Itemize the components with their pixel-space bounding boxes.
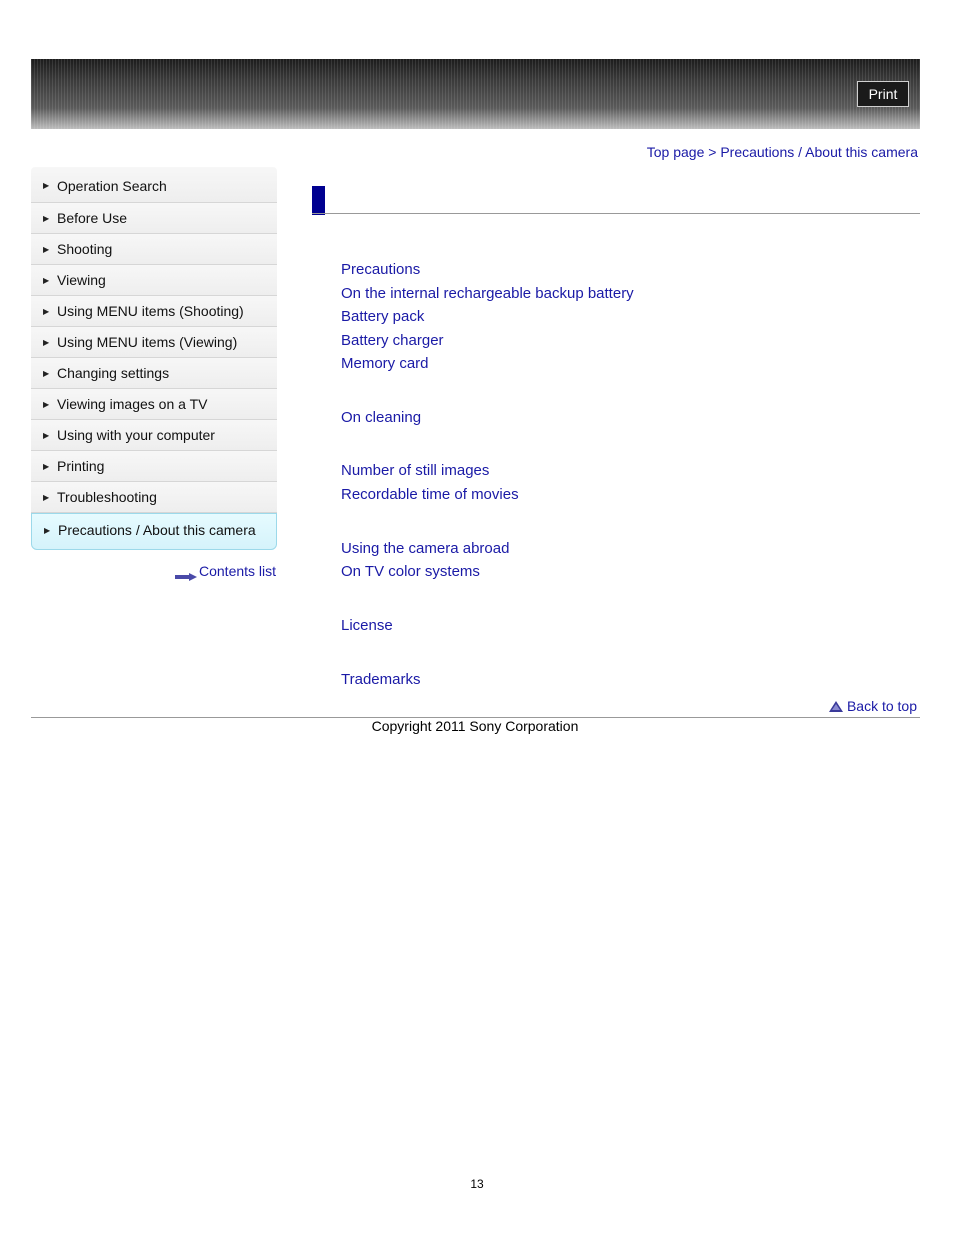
sidebar-item-troubleshooting[interactable] xyxy=(31,482,277,513)
triangle-right-icon: ▶ xyxy=(43,493,50,502)
sidebar-item-label: Operation Search xyxy=(57,178,167,194)
triangle-right-icon: ▶ xyxy=(43,245,50,254)
sidebar-item-shooting[interactable] xyxy=(31,234,277,265)
back-to-top-link[interactable] xyxy=(829,698,917,714)
breadcrumb-current-link[interactable]: Precautions / About this camera xyxy=(720,144,918,160)
breadcrumb-top-page-link[interactable]: Top page xyxy=(646,144,705,160)
sidebar-item-changing-settings[interactable] xyxy=(31,358,277,389)
triangle-right-icon: ▶ xyxy=(43,462,50,471)
sidebar-item-before-use[interactable] xyxy=(31,203,277,234)
link-tv-color-systems[interactable]: On TV color systems xyxy=(341,563,480,580)
sidebar-item-label: Changing settings xyxy=(57,365,170,381)
sidebar-item-viewing[interactable] xyxy=(31,265,277,296)
triangle-up-icon xyxy=(829,698,847,714)
page-title-marker xyxy=(312,186,325,215)
sidebar-item-label: Before Use xyxy=(57,210,128,226)
sidebar-item-label: Using MENU items (Viewing) xyxy=(57,334,238,350)
header-bar xyxy=(31,59,920,129)
breadcrumb-separator: > xyxy=(708,144,717,160)
link-number-still-images[interactable]: Number of still images xyxy=(341,462,490,479)
triangle-right-icon: ▶ xyxy=(43,214,50,223)
sidebar-item-label: Shooting xyxy=(57,241,113,257)
sidebar-item-label: Viewing xyxy=(57,272,106,288)
sidebar-item-precautions[interactable] xyxy=(31,513,277,550)
breadcrumb xyxy=(647,144,918,160)
back-to-top-label: Back to top xyxy=(846,698,917,714)
contents-list-label: Contents list xyxy=(199,563,277,579)
title-divider xyxy=(312,213,920,214)
triangle-right-icon: ▶ xyxy=(44,526,51,535)
print-button[interactable]: Print xyxy=(857,81,909,107)
triangle-right-icon: ▶ xyxy=(43,338,50,347)
copyright-text: Copyright 2011 Sony Corporation xyxy=(371,718,579,734)
sidebar-item-label: Using MENU items (Shooting) xyxy=(57,303,244,319)
link-recordable-time[interactable]: Recordable time of movies xyxy=(341,486,519,503)
sidebar-item-viewing-on-tv[interactable] xyxy=(31,389,277,420)
sidebar-item-menu-shooting[interactable] xyxy=(31,296,277,327)
sidebar-item-label: Using with your computer xyxy=(57,427,215,443)
arrow-right-icon xyxy=(175,568,197,576)
sidebar-item-menu-viewing[interactable] xyxy=(31,327,277,358)
triangle-right-icon: ▶ xyxy=(43,307,50,316)
triangle-right-icon: ▶ xyxy=(43,276,50,285)
link-on-cleaning[interactable]: On cleaning xyxy=(341,409,422,426)
sidebar-item-label: Troubleshooting xyxy=(57,489,157,505)
link-battery-pack[interactable]: Battery pack xyxy=(341,308,425,325)
contents-list-link[interactable] xyxy=(175,563,276,579)
link-backup-battery[interactable]: On the internal rechargeable backup battery xyxy=(341,285,634,302)
sidebar-item-label: Precautions / About this camera xyxy=(58,522,256,538)
link-memory-card[interactable]: Memory card xyxy=(341,355,429,372)
triangle-right-icon: ▶ xyxy=(43,400,50,409)
triangle-right-icon: ▶ xyxy=(43,181,50,190)
page-number: 13 xyxy=(470,1177,484,1191)
sidebar-item-label: Printing xyxy=(57,458,105,474)
link-license[interactable]: License xyxy=(341,617,393,634)
link-battery-charger[interactable]: Battery charger xyxy=(341,332,444,349)
sidebar-item-computer[interactable] xyxy=(31,420,277,451)
sidebar-item-operation-search[interactable] xyxy=(31,167,277,203)
link-camera-abroad[interactable]: Using the camera abroad xyxy=(341,540,510,557)
link-precautions[interactable]: Precautions xyxy=(341,261,421,278)
link-trademarks[interactable]: Trademarks xyxy=(341,671,421,688)
triangle-right-icon: ▶ xyxy=(43,369,50,378)
sidebar-item-label: Viewing images on a TV xyxy=(57,396,208,412)
sidebar-nav xyxy=(31,167,277,550)
sidebar-item-printing[interactable] xyxy=(31,451,277,482)
triangle-right-icon: ▶ xyxy=(43,431,50,440)
